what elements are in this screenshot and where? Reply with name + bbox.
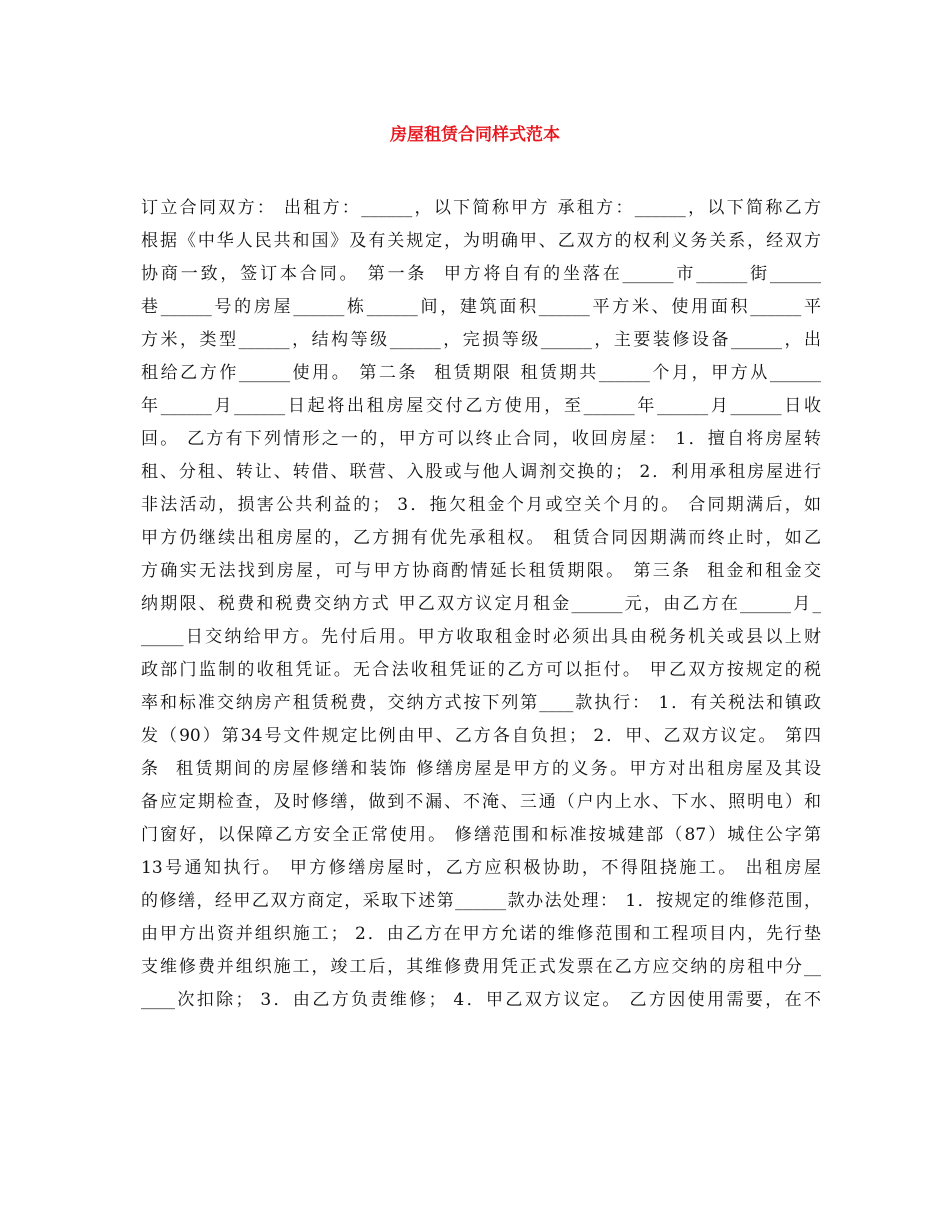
body-line: 政部门监制的收租凭证。无合法收租凭证的乙方可以拒付。 甲乙双方按规定的税 bbox=[141, 660, 821, 680]
body-line: 协商一致，签订本合同。 第一条 甲方将自有的坐落在______市______街______ bbox=[141, 264, 821, 284]
body-line: 由甲方出资并组织施工； 2．由乙方在甲方允诺的维修范围和工程项目内，先行垫 bbox=[141, 924, 821, 944]
body-line: 回。 乙方有下列情形之一的，甲方可以终止合同，收回房屋： 1．擅自将房屋转 bbox=[141, 429, 821, 449]
body-line: 备应定期检查，及时修缮，做到不漏、不淹、三通（户内上水、下水、照明电）和 bbox=[141, 792, 821, 812]
body-line: 订立合同双方： 出租方：______，以下简称甲方 承租方：______，以下简称乙方 bbox=[141, 198, 821, 218]
body-line: 租、分租、转让、转借、联营、入股或与他人调剂交换的； 2．利用承租房屋进行 bbox=[141, 462, 821, 482]
body-line: _____日交纳给甲方。先付后用。甲方收取租金时必须出具由税务机关或县以上财 bbox=[141, 627, 821, 647]
body-line: 13号通知执行。 甲方修缮房屋时，乙方应积极协助，不得阻挠施工。 出租房屋 bbox=[141, 858, 821, 878]
body-line: ____次扣除； 3．由乙方负责维修； 4．甲乙双方议定。 乙方因使用需要，在不 bbox=[141, 990, 821, 1010]
body-line: 甲方仍继续出租房屋的，乙方拥有优先承租权。 租赁合同因期满而终止时，如乙 bbox=[141, 528, 821, 548]
body-line: 方确实无法找到房屋，可与甲方协商酌情延长租赁期限。 第三条 租金和租金交 bbox=[141, 561, 821, 581]
body-line: 纳期限、税费和税费交纳方式 甲乙双方议定月租金______元，由乙方在______月_ bbox=[141, 594, 821, 614]
body-line: 年______月______日起将出租房屋交付乙方使用，至______年______月______日收 bbox=[141, 396, 821, 416]
body-line: 租给乙方作______使用。 第二条 租赁期限 租赁期共______个月，甲方从______ bbox=[141, 363, 821, 383]
body-line: 巷______号的房屋______栋______间，建筑面积______平方米、使用面积______平 bbox=[141, 297, 821, 317]
body-line: 门窗好，以保障乙方安全正常使用。 修缮范围和标准按城建部（87）城住公字第 bbox=[141, 825, 821, 845]
body-line: 支维修费并组织施工，竣工后，其维修费用凭正式发票在乙方应交纳的房租中分__ bbox=[141, 957, 821, 977]
body-line: 根据《中华人民共和国》及有关规定，为明确甲、乙双方的权利义务关系，经双方 bbox=[141, 231, 821, 251]
body-line: 条 租赁期间的房屋修缮和装饰 修缮房屋是甲方的义务。甲方对出租房屋及其设 bbox=[141, 759, 821, 779]
body-line: 发（90）第34号文件规定比例由甲、乙方各自负担； 2．甲、乙双方议定。 第四 bbox=[141, 726, 821, 746]
body-line: 率和标准交纳房产租赁税费，交纳方式按下列第____款执行： 1．有关税法和镇政 bbox=[141, 693, 821, 713]
body-line: 的修缮，经甲乙双方商定，采取下述第______款办法处理： 1．按规定的维修范围， bbox=[141, 891, 821, 911]
document-title: 房屋租赁合同样式范本 bbox=[390, 125, 560, 145]
contract-body bbox=[141, 192, 821, 1017]
body-line: 方米，类型______，结构等级______，完损等级______，主要装修设备______，出 bbox=[141, 330, 821, 350]
body-line: 非法活动，损害公共利益的； 3．拖欠租金个月或空关个月的。 合同期满后，如 bbox=[141, 495, 821, 515]
